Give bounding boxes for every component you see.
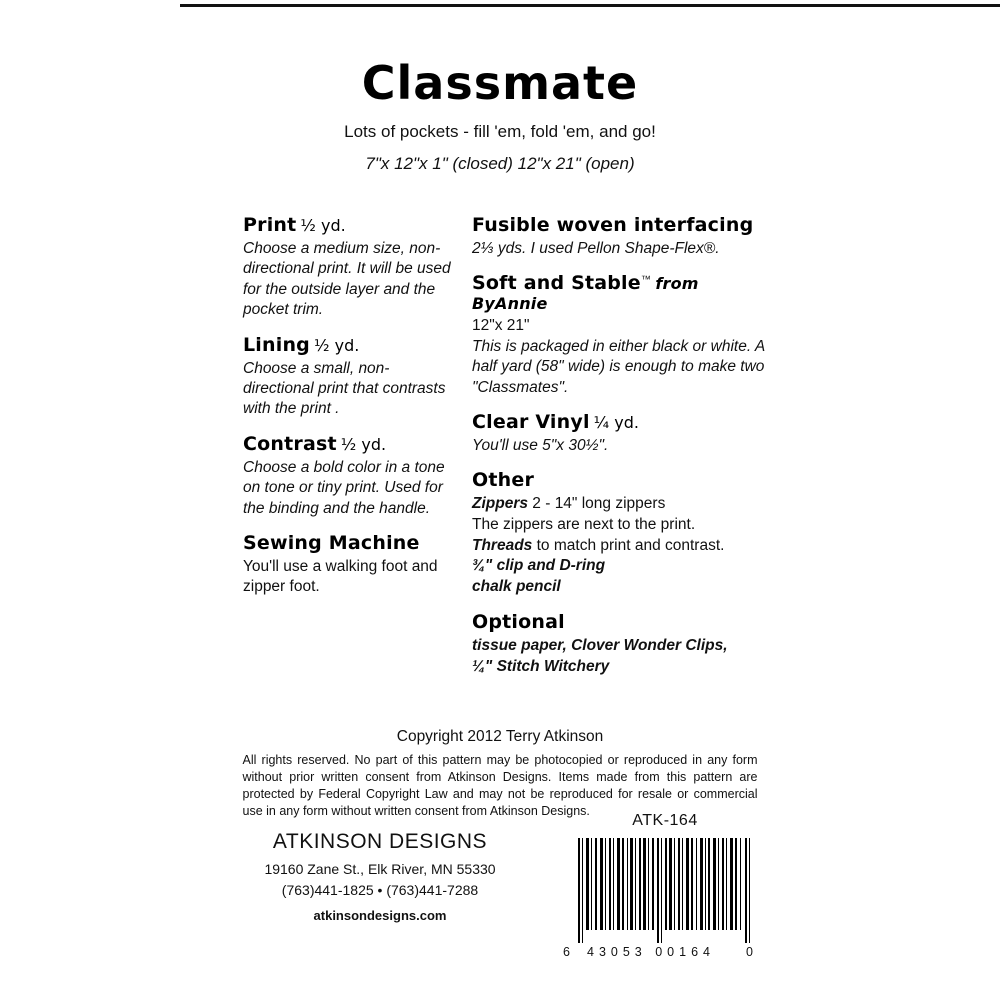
other-text-clip: ¾" clip and D-ring (472, 557, 606, 575)
supply-item-soft-and-stable-size: 12"x 21" (472, 317, 530, 335)
supply-item-print-qty: ½ yd. (300, 216, 346, 235)
supply-item-lining (243, 335, 458, 420)
supply-item-contrast-qty: ½ yd. (340, 434, 387, 454)
other-line-clip (472, 556, 772, 577)
supply-list (0, 215, 1000, 685)
supply-item-clear-vinyl-name: Clear Vinyl (472, 410, 590, 433)
supply-item-other (472, 470, 772, 598)
other-text-threads: to match print and contrast. (536, 536, 725, 554)
other-text-zippers: 2 - 14" long zippers (532, 495, 666, 513)
supply-item-soft-and-stable-body: This is packaged in either black or white. A half yard (58" wide) is enough to make two "Classmates". (472, 337, 765, 396)
supply-item-lining-qty: ½ yd. (314, 335, 360, 355)
page-title: Classmate (361, 56, 639, 110)
supply-item-print-body: Choose a medium size, non-directional print. It will be used for the outside layer and the pocket trim. (243, 239, 451, 319)
trademark-symbol: ™ (640, 274, 651, 286)
supply-column-left (243, 215, 458, 612)
optional-line-1: tissue paper, Clover Wonder Clips, (472, 636, 728, 654)
supply-item-soft-and-stable (472, 273, 772, 398)
other-text-chalk: chalk pencil (472, 578, 561, 596)
footer-company-block (230, 830, 530, 923)
supply-item-interfacing (472, 215, 772, 259)
optional-line-2: ¼" Stitch Witchery (472, 657, 610, 675)
company-phone: (763)441-1825 • (763)441-7288 (281, 882, 479, 898)
supply-item-clear-vinyl (472, 412, 772, 456)
supply-item-optional-heading: Optional (472, 610, 565, 633)
supply-item-soft-and-stable-brand: from ByAnnie (472, 274, 699, 314)
other-text-zipper-note: The zippers are next to the print. (472, 515, 696, 533)
sku-label: ATK-164 (632, 812, 698, 829)
barcode-digit-right: 0 (746, 945, 753, 959)
other-line-zipper-note (472, 515, 772, 536)
copyright-body: All rights reserved. No part of this pattern may be photocopied or reproduced in any form without prior written consent from Atkinson Designs. Items made from this pattern are protected by Federal Copyright Law and may not be reproduced for resale or commercial use in any form without written consent from Atkinson Designs. (242, 753, 758, 818)
barcode-digit-left: 6 (563, 945, 570, 959)
company-address: 19160 Zane St., Elk River, MN 55330 (264, 861, 496, 877)
header (0, 56, 1000, 174)
barcode-block (565, 812, 765, 961)
supply-column-right (472, 215, 772, 691)
supply-item-optional (472, 612, 772, 677)
supply-item-interfacing-name: Fusible woven interfacing (472, 214, 754, 236)
barcode-digits (565, 945, 765, 961)
supply-item-other-heading: Other (472, 469, 535, 492)
copyright-block (0, 728, 1000, 820)
supply-item-interfacing-body: 2⅓ yds. I used Pellon Shape-Flex®. (472, 239, 720, 257)
other-lead-zippers: Zippers (472, 495, 528, 513)
supply-item-lining-body: Choose a small, non-directional print that contrasts with the print . (243, 359, 446, 418)
company-name: ATKINSON DESIGNS (272, 830, 488, 853)
supply-item-contrast (243, 434, 458, 519)
tagline: Lots of pockets - fill 'em, fold 'em, and go! (344, 122, 656, 141)
supply-item-print-name: Print (243, 214, 297, 236)
other-line-zippers (472, 494, 772, 515)
other-line-chalk (472, 577, 772, 598)
supply-item-sewing-machine (243, 533, 458, 598)
supply-item-soft-and-stable-name: Soft and Stable (472, 272, 641, 295)
copyright-line: Copyright 2012 Terry Atkinson (396, 728, 604, 745)
supply-item-contrast-name: Contrast (243, 432, 337, 455)
top-rule-divider (180, 4, 1000, 7)
other-lead-threads: Threads (472, 536, 533, 554)
supply-item-lining-name: Lining (243, 333, 310, 356)
supply-item-print (243, 215, 458, 321)
supply-item-sewing-machine-body: You'll use a walking foot and zipper foot. (243, 557, 438, 596)
company-website[interactable]: atkinsondesigns.com (313, 908, 447, 923)
supply-item-sewing-machine-name: Sewing Machine (243, 532, 420, 555)
supply-item-contrast-body: Choose a bold color in a tone on tone or tiny print. Used for the binding and the handle. (243, 458, 445, 517)
supply-item-clear-vinyl-qty: ¼ yd. (593, 412, 639, 432)
other-line-threads (472, 536, 772, 557)
barcode-digits-main: 43053 00164 (587, 945, 715, 959)
barcode-image (574, 838, 756, 943)
supply-item-clear-vinyl-body: You'll use 5"x 30½". (472, 436, 609, 454)
dimensions: 7"x 12"x 1" (closed) 12"x 21" (open) (365, 154, 635, 173)
